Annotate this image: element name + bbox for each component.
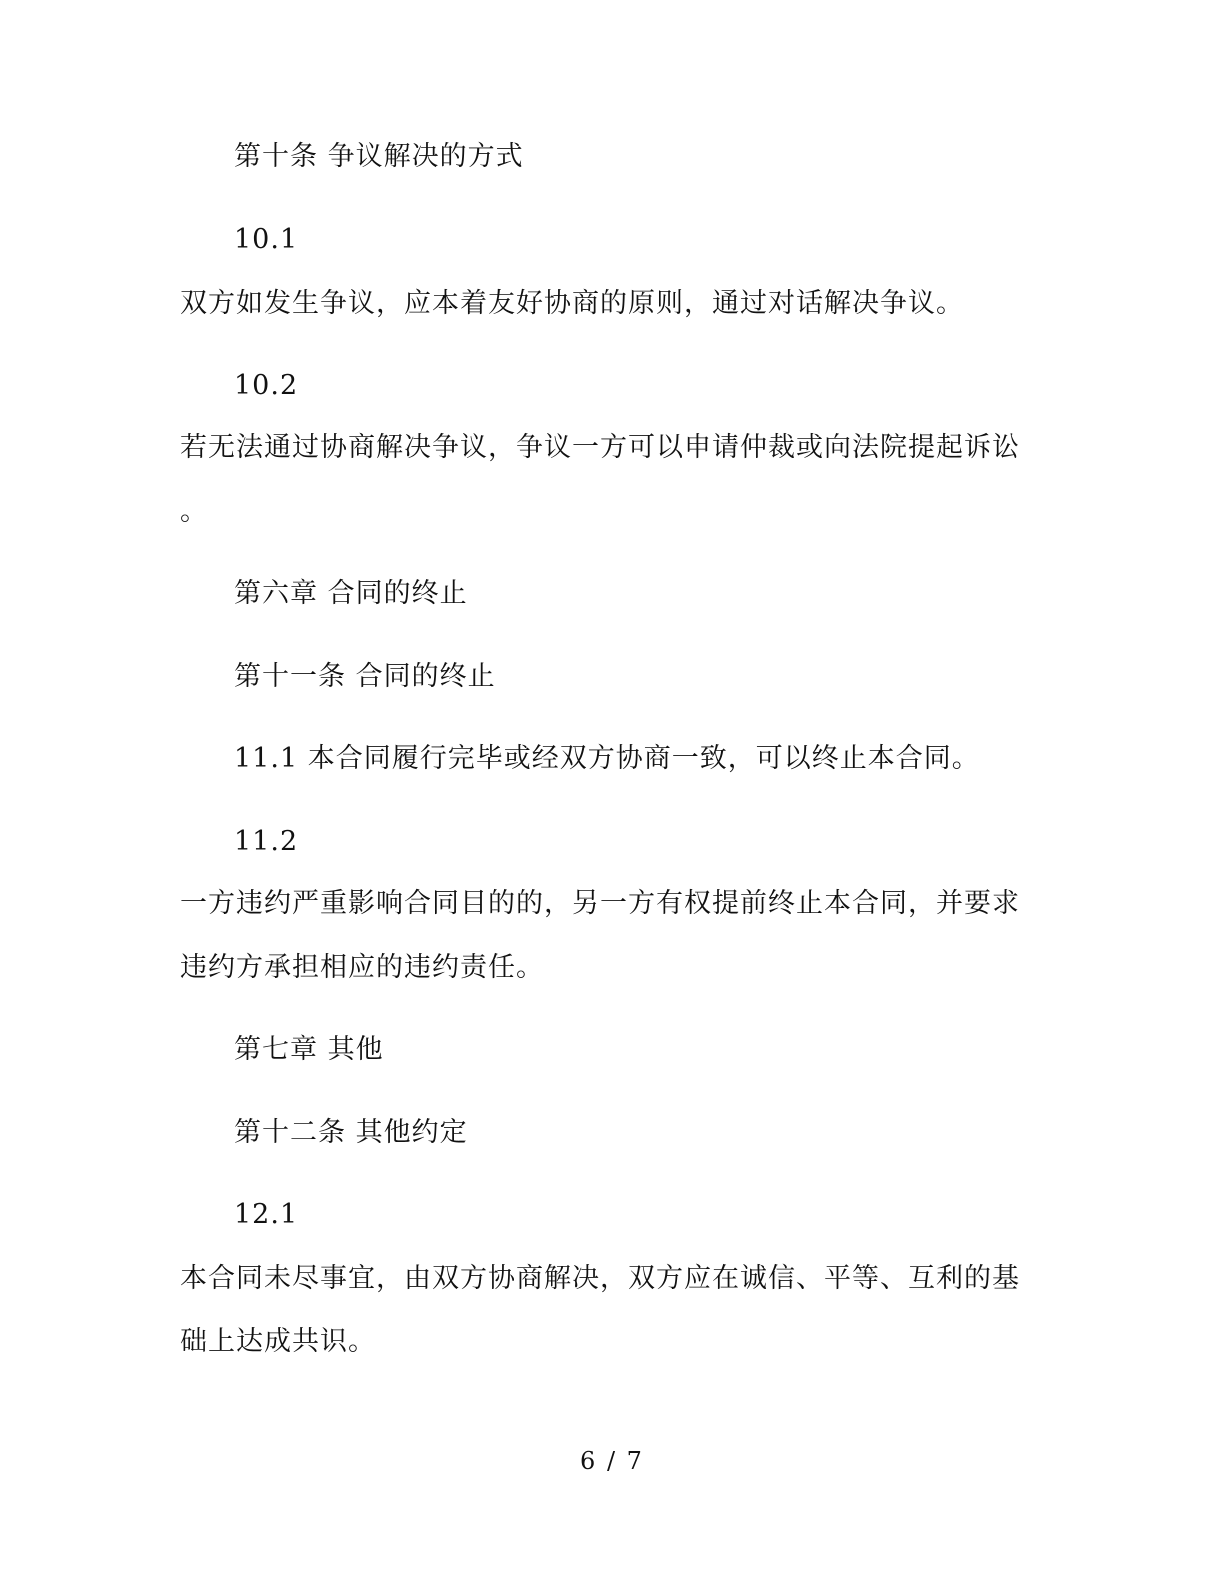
clause-10-2-number: 10.2 xyxy=(234,370,299,401)
clause-10-2-text-line2: 。 xyxy=(180,496,208,527)
article-10-heading: 第十条 争议解决的方式 xyxy=(234,141,524,172)
clause-12-1-text-line2: 础上达成共识。 xyxy=(180,1326,376,1357)
clause-11-1-text: 11.1 本合同履行完毕或经双方协商一致，可以终止本合同。 xyxy=(234,743,980,774)
page-number: 6 / 7 xyxy=(580,1447,644,1475)
clause-11-2-number: 11.2 xyxy=(234,826,299,857)
article-11-heading: 第十一条 合同的终止 xyxy=(234,661,496,692)
clause-10-1-text: 双方如发生争议，应本着友好协商的原则，通过对话解决争议。 xyxy=(180,288,964,319)
article-12-heading: 第十二条 其他约定 xyxy=(234,1117,468,1148)
chapter-7-heading: 第七章 其他 xyxy=(234,1034,384,1065)
clause-12-1-text-line1: 本合同未尽事宜，由双方协商解决，双方应在诚信、平等、互利的基 xyxy=(180,1263,1020,1294)
clause-11-2-text-line2: 违约方承担相应的违约责任。 xyxy=(180,952,544,983)
chapter-6-heading: 第六章 合同的终止 xyxy=(234,578,468,609)
clause-11-2-text-line1: 一方违约严重影响合同目的的，另一方有权提前终止本合同，并要求 xyxy=(180,888,1020,919)
clause-10-1-number: 10.1 xyxy=(234,224,299,255)
clause-10-2-text-line1: 若无法通过协商解决争议，争议一方可以申请仲裁或向法院提起诉讼 xyxy=(180,432,1020,463)
clause-12-1-number: 12.1 xyxy=(234,1199,299,1230)
